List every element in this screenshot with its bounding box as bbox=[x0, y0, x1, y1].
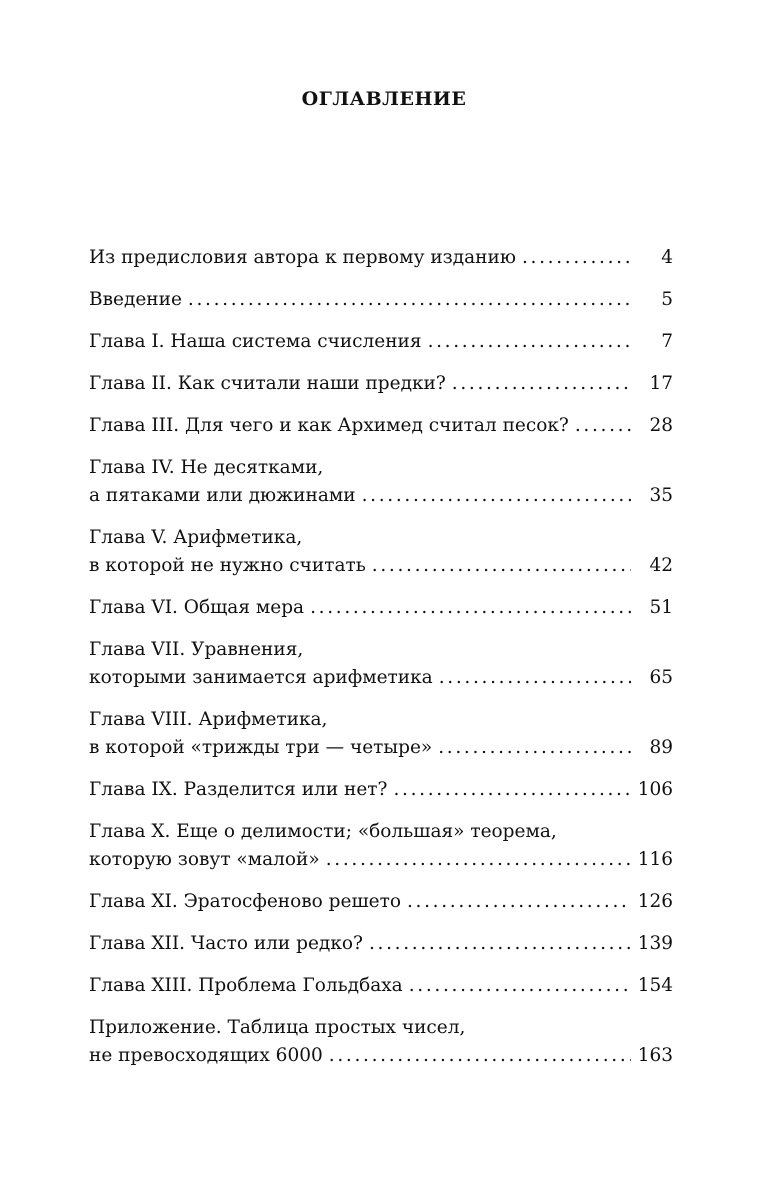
toc-line bbox=[89, 244, 673, 272]
toc-line bbox=[89, 776, 673, 804]
toc-entry-preface bbox=[89, 244, 673, 272]
toc-page-number: 116 bbox=[637, 849, 673, 870]
toc-entry-introduction bbox=[89, 286, 673, 314]
toc-entry-chapter-13 bbox=[89, 972, 673, 1000]
toc-page-number: 35 bbox=[649, 485, 673, 506]
toc-page-number: 42 bbox=[649, 555, 673, 576]
dot-leader bbox=[362, 482, 631, 510]
toc-entry-title: Введение bbox=[89, 289, 182, 310]
dot-leader bbox=[438, 734, 631, 762]
toc-page-number: 28 bbox=[649, 415, 673, 436]
toc-entry-chapter-12 bbox=[89, 930, 673, 958]
dot-leader bbox=[452, 370, 631, 398]
toc-line bbox=[89, 846, 673, 874]
toc-entry-title: а пятаками или дюжинами bbox=[89, 485, 356, 506]
toc-entry-chapter-10 bbox=[89, 818, 673, 874]
toc-entry-chapter-6 bbox=[89, 594, 673, 622]
toc-entry-chapter-4 bbox=[89, 454, 673, 510]
toc-entry-title: в которой «трижды три — четыре» bbox=[89, 737, 433, 758]
dot-leader bbox=[372, 552, 631, 580]
toc-line bbox=[89, 552, 673, 580]
toc-page-number: 106 bbox=[637, 779, 673, 800]
toc-entry-title: Глава I. Наша система счисления bbox=[89, 331, 422, 352]
toc-page-number: 17 bbox=[649, 373, 673, 394]
dot-leader bbox=[188, 286, 631, 314]
toc-line bbox=[89, 664, 673, 692]
toc-entry-title: которую зовут «малой» bbox=[89, 849, 320, 870]
toc-entry-appendix bbox=[89, 1014, 673, 1070]
toc-line bbox=[89, 888, 673, 916]
toc-page-number: 89 bbox=[649, 737, 673, 758]
toc-page-number: 4 bbox=[661, 247, 673, 268]
toc-entry-chapter-11 bbox=[89, 888, 673, 916]
page-title: ОГЛАВЛЕНИЕ bbox=[301, 88, 467, 110]
toc-entry-chapter-1 bbox=[89, 328, 673, 356]
toc-entry-title-first-line: Глава V. Арифметика, bbox=[89, 527, 303, 548]
toc-entry-chapter-9 bbox=[89, 776, 673, 804]
toc-entry-chapter-7 bbox=[89, 636, 673, 692]
toc-line bbox=[89, 930, 673, 958]
toc-page-number: 51 bbox=[649, 597, 673, 618]
toc-line bbox=[89, 972, 673, 1000]
toc-page-number: 154 bbox=[637, 975, 673, 996]
toc-entry-title: в которой не нужно считать bbox=[89, 555, 366, 576]
dot-leader bbox=[522, 244, 631, 272]
toc-entry-chapter-3 bbox=[89, 412, 673, 440]
toc-page-number: 139 bbox=[637, 933, 673, 954]
toc-entry-title-first-line: Глава VIII. Арифметика, bbox=[89, 709, 328, 730]
dot-leader bbox=[310, 594, 631, 622]
dot-leader bbox=[428, 328, 631, 356]
dot-leader bbox=[409, 972, 631, 1000]
toc-entry-title: Глава II. Как считали наши предки? bbox=[89, 373, 446, 394]
toc-entry-title: Глава VI. Общая мера bbox=[89, 597, 305, 618]
toc-entry-title: Из предисловия автора к первому изданию bbox=[89, 247, 516, 268]
toc-page-number: 5 bbox=[661, 289, 673, 310]
toc-entry-title: Глава IX. Разделится или нет? bbox=[89, 779, 388, 800]
toc-page-number: 65 bbox=[649, 667, 673, 688]
toc-line bbox=[89, 286, 673, 314]
toc-entry-title-first-line: Глава IV. Не десятками, bbox=[89, 457, 324, 478]
toc-entry-chapter-5 bbox=[89, 524, 673, 580]
toc-entry-title: не превосходящих 6000 bbox=[89, 1045, 323, 1066]
toc-entry-title: которыми занимается арифметика bbox=[89, 667, 433, 688]
dot-leader bbox=[326, 846, 631, 874]
toc-entry-title-first-line: Приложение. Таблица простых чисел, bbox=[89, 1017, 466, 1038]
toc-line bbox=[89, 412, 673, 440]
toc-entry-chapter-2 bbox=[89, 370, 673, 398]
toc-entry-title: Глава III. Для чего и как Архимед считал песок? bbox=[89, 415, 569, 436]
toc-page-number: 126 bbox=[637, 891, 673, 912]
dot-leader bbox=[369, 930, 631, 958]
dot-leader bbox=[393, 776, 631, 804]
dot-leader bbox=[329, 1042, 631, 1070]
dot-leader bbox=[407, 888, 631, 916]
toc-entry-title: Глава XIII. Проблема Гольдбаха bbox=[89, 975, 403, 996]
toc-line bbox=[89, 594, 673, 622]
toc-line bbox=[89, 482, 673, 510]
dot-leader bbox=[439, 664, 631, 692]
toc-entry-title-first-line: Глава X. Еще о делимости; «большая» теорема, bbox=[89, 821, 557, 842]
toc-line bbox=[89, 734, 673, 762]
toc-line bbox=[89, 328, 673, 356]
toc-line bbox=[89, 1042, 673, 1070]
dot-leader bbox=[575, 412, 631, 440]
toc-entry-title: Глава XII. Часто или редко? bbox=[89, 933, 363, 954]
toc-line bbox=[89, 370, 673, 398]
table-of-contents bbox=[89, 244, 673, 1084]
toc-page-number: 7 bbox=[661, 331, 673, 352]
toc-entry-title: Глава XI. Эратосфеново решето bbox=[89, 891, 401, 912]
toc-entry-chapter-8 bbox=[89, 706, 673, 762]
toc-page-number: 163 bbox=[637, 1045, 673, 1066]
toc-entry-title-first-line: Глава VII. Уравнения, bbox=[89, 639, 304, 660]
